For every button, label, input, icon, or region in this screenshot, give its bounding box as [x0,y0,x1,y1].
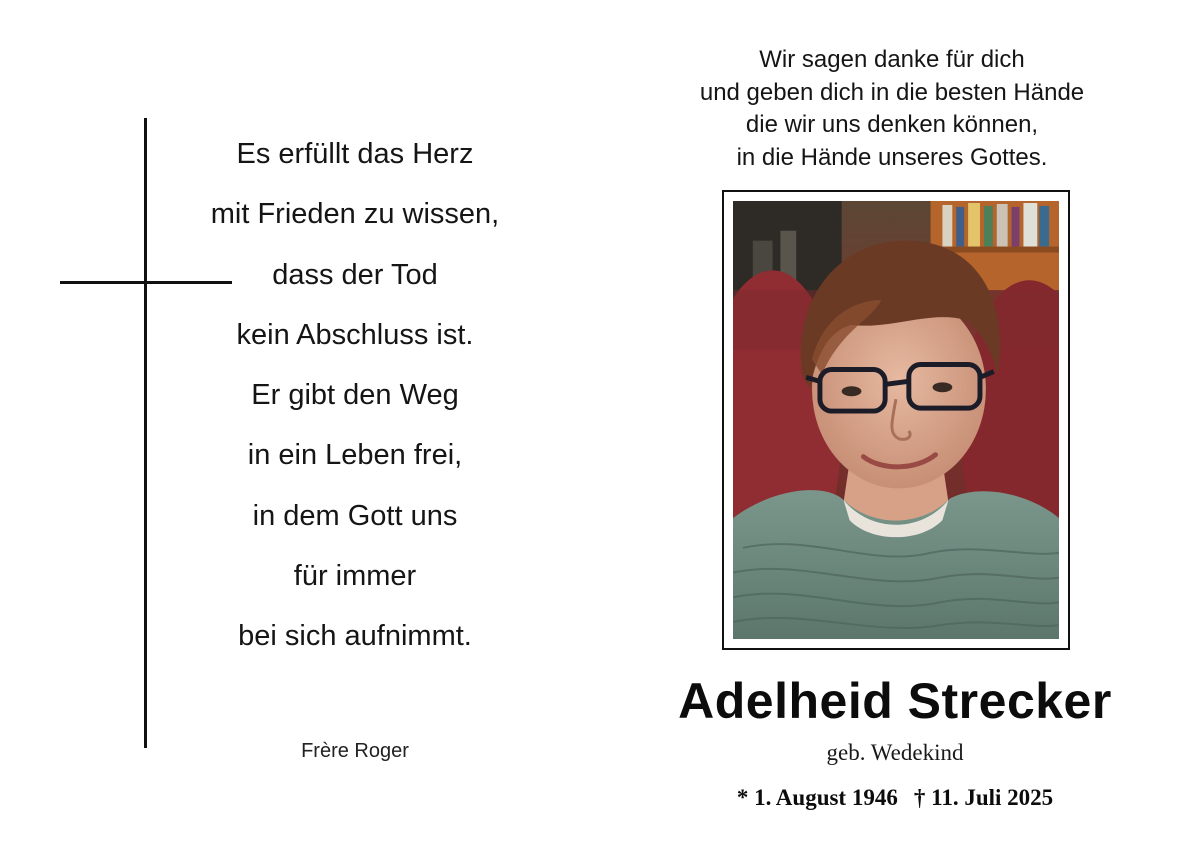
deceased-name: Adelheid Strecker [678,673,1112,729]
verse-line: und geben dich in die besten Hände [699,78,1085,106]
portrait-illustration [733,201,1059,639]
poem-line: Er gibt den Weg [251,379,459,412]
poem-line: bei sich aufnimmt. [238,620,472,653]
poem-line: kein Abschluss ist. [236,318,474,351]
poem-line: dass der Tod [272,258,438,291]
poem-line: Es erfüllt das Herz [236,138,474,170]
poem-line: für immer [293,560,417,593]
portrait-frame [722,190,1070,650]
verse [660,44,1124,174]
poem-line: mit Frieden zu wissen, [210,198,500,231]
life-dates [680,785,1110,811]
maiden-name: geb. Wedekind [826,740,964,765]
portrait-photo [733,201,1059,639]
cross-vertical-bar [144,118,147,748]
verse-line: Wir sagen danke für dich [759,46,1025,73]
poem-line: in ein Leben frei, [247,439,463,472]
birth-date: * 1. August 1946 [736,785,898,810]
poem-author: Frère Roger [301,740,409,762]
death-date: † 11. Juli 2025 [913,785,1054,810]
poem-line: in dem Gott uns [252,499,458,532]
poem [185,124,525,667]
verse-line: in die Hände unseres Gottes. [736,143,1048,171]
verse-line: die wir uns denken können, [745,111,1039,138]
